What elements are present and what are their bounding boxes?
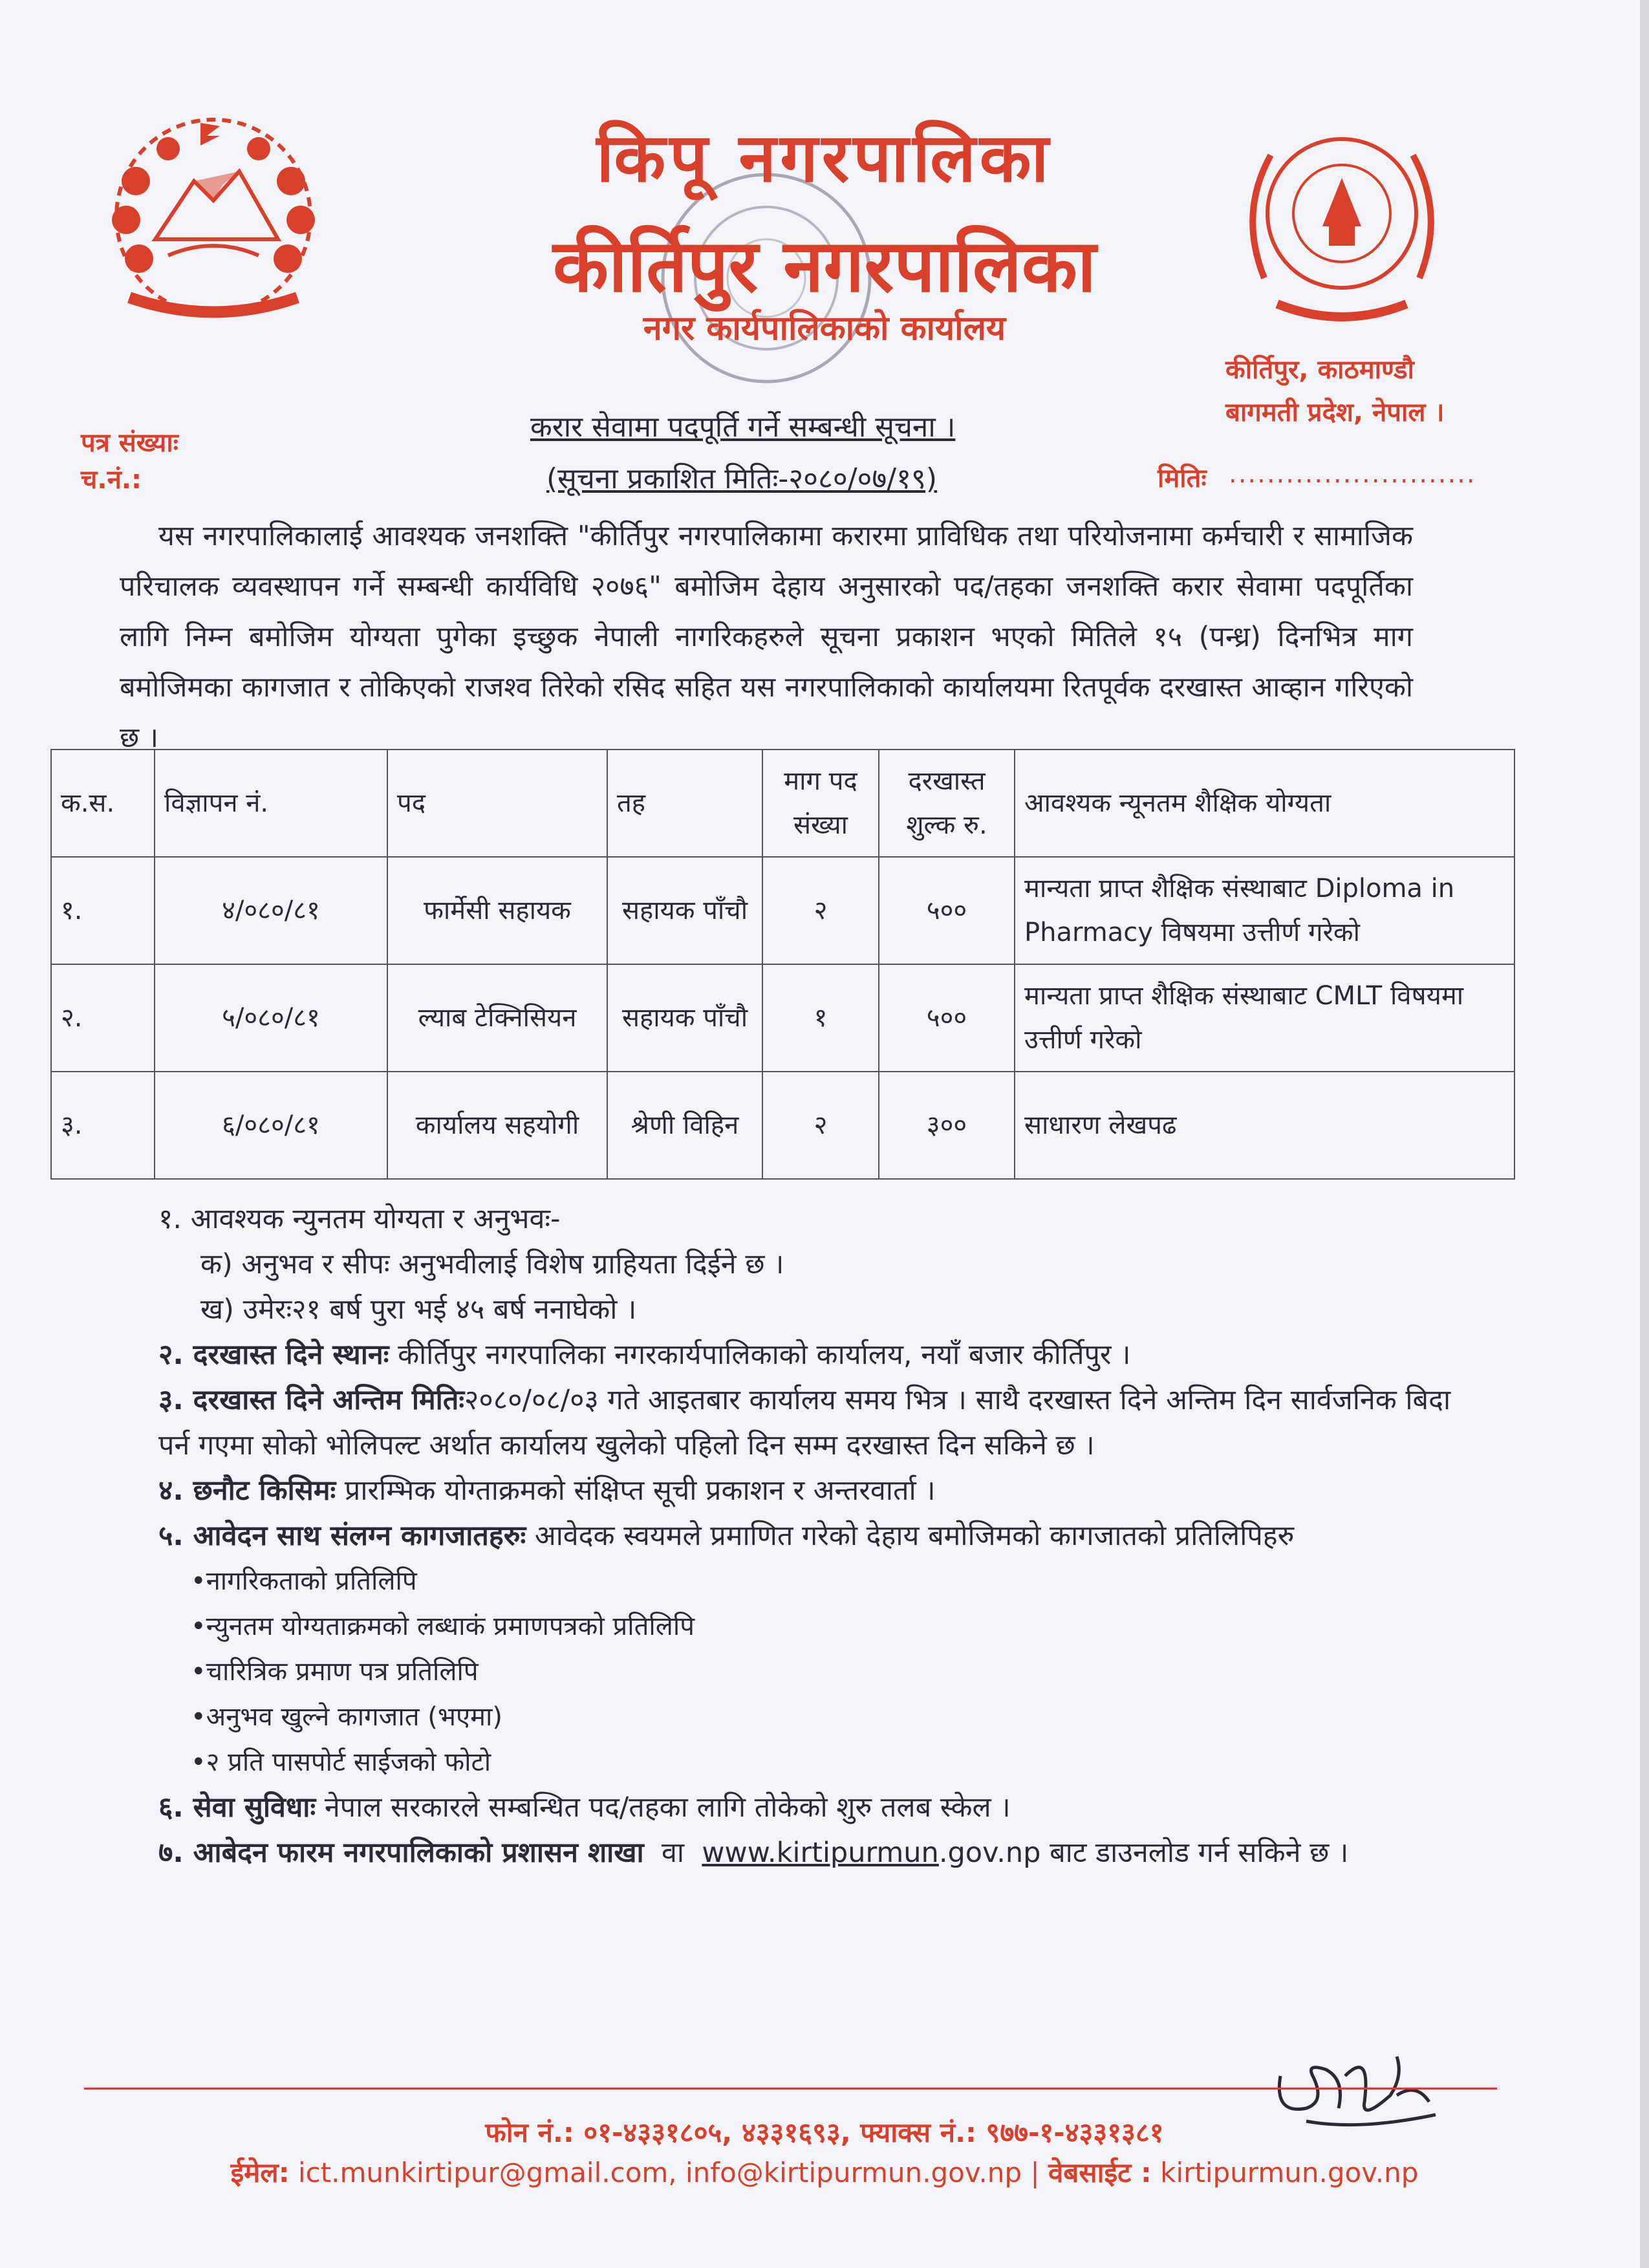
- table-row: [51, 857, 1514, 964]
- vacancy-table: [50, 749, 1515, 1180]
- column-header: क.स.: [51, 750, 155, 857]
- intro-paragraph: यस नगरपालिकालाई आवश्यक जनशक्ति "कीर्तिपुर नगरपालिकामा करारमा प्राविधिक तथा परियोजनामा कर्मचारी र सामाजिक परिचालक व्यवस्थापन गर्ने सम्बन्धी कार्यविधि २०७६" बमोजिम देहाय अनुसारको पद/तहका जनशक्ति करार सेवामा पदपूर्तिका लागि निम्न बमोजिम योग्यता पुगेका इच्छुक नेपाली नागरिकहरुले सूचना प्रकाशन भएको मितिले १५ (पन्ध्र) दिनभित्र माग बमोजिमका कागजात र तोकिएको राजश्व तिरेको रसिद सहित यस नगरपालिकाको कार्यालयमा रितपूर्वक दरखास्त आव्हान गरिएको छ ।: [120, 520, 1413, 754]
- section-6-label: ६. सेवा सुविधाः: [158, 1791, 316, 1824]
- table-cell: ३००: [879, 1072, 1015, 1179]
- table-cell: ३.: [51, 1072, 155, 1179]
- section-1b: [158, 1287, 1465, 1332]
- section-3-text: २०८०/०८/०३ गते आइतबार कार्यालय समय भित्र । साथै दरखास्त दिने अन्तिम दिन सार्वजनिक बिदा पर्न गएमा सोको भोलिपल्ट अर्थात कार्यालय खुलेको पहिलो दिन सम्म दरखास्त दिन सकिने छ ।: [158, 1384, 1451, 1462]
- table-cell: १.: [51, 857, 155, 964]
- table-cell: ६/०८०/८१: [155, 1072, 387, 1179]
- table-cell: ४/०८०/८१: [155, 857, 387, 964]
- column-header: तह: [607, 750, 762, 857]
- column-header: आवश्यक न्यूनतम शैक्षिक योग्यता: [1015, 750, 1514, 857]
- table-row: [51, 1072, 1514, 1179]
- table-header-row: [51, 750, 1514, 857]
- email-label: ईमेल:: [230, 2157, 290, 2188]
- email-text[interactable]: ict.munkirtipur@gmail.com, info@kirtipurmun.gov.np: [297, 2157, 1022, 2188]
- section-1a-label: क) अनुभव र सीपः: [200, 1248, 390, 1280]
- section-4: [158, 1468, 1465, 1513]
- table-cell: श्रेणी विहिन: [607, 1072, 762, 1179]
- section-7: [158, 1830, 1465, 1875]
- table-cell: २: [762, 857, 879, 964]
- list-item: •२ प्रति पासपोर्ट साईजको फोटो: [191, 1747, 491, 1777]
- reference-number-label: पत्र संख्याः: [81, 428, 178, 458]
- table-cell: ५००: [879, 964, 1015, 1072]
- section-7-text: बाट डाउनलोड गर्न सकिने छ ।: [1050, 1837, 1349, 1869]
- column-header: माग पद संख्या: [762, 750, 879, 857]
- section-5: [158, 1513, 1465, 1559]
- column-header: विज्ञापन नं.: [155, 750, 387, 857]
- table-cell: १: [762, 964, 879, 1072]
- date-blank: ..........................: [1229, 459, 1476, 489]
- section-7-or: वा: [661, 1837, 685, 1869]
- footer-contact: [0, 2154, 1649, 2190]
- title-newari: किपू नगरपालिका: [596, 118, 1053, 197]
- section-1b-label: ख) उमेरः: [200, 1293, 292, 1326]
- section-7-label: ७. आबेदन फारम नगरपालिकाको प्रशासन शाखा: [158, 1837, 644, 1869]
- website-label: वेबसाईट :: [1048, 2157, 1152, 2188]
- table-row: [51, 964, 1514, 1072]
- list-item: •नागरिकताको प्रतिलिपि: [191, 1566, 417, 1596]
- section-1-title: १. आवश्यक न्युनतम योग्यता र अनुभवः-: [158, 1203, 561, 1235]
- footer-separator: |: [1030, 2157, 1040, 2188]
- footer-phone: फोन नं.: ०१-४३३१८०५, ४३३१६९३, फ्याक्स नं.: ९७७-१-४३३१३८१: [485, 2117, 1164, 2148]
- table-cell: सहायक पाँचौ: [607, 857, 762, 964]
- table-cell: मान्यता प्राप्त शैक्षिक संस्थाबाट CMLT विषयमा उत्तीर्ण गरेको: [1015, 964, 1514, 1072]
- section-4-text: प्रारम्भिक योग्ताक्रमको संक्षिप्त सूची प्रकाशन र अन्तरवार्ता ।: [344, 1474, 936, 1507]
- list-item: •चारित्रिक प्रमाण पत्र प्रतिलिपि: [191, 1657, 479, 1687]
- table-cell: मान्यता प्राप्त शैक्षिक संस्थाबाट Diploma in Pharmacy विषयमा उत्तीर्ण गरेको: [1015, 857, 1514, 964]
- column-header: पद: [387, 750, 607, 857]
- section-6: [158, 1785, 1465, 1830]
- section-5-label: ५. आवेदन साथ संलग्न कागजातहरुः: [158, 1520, 526, 1552]
- chalani-number-label: च.नं.:: [81, 465, 142, 495]
- table-cell: फार्मेसी सहायक: [387, 857, 607, 964]
- notice-published-date: (सूचना प्रकाशित मितिः-२०८०/०७/१९): [546, 462, 938, 495]
- title-sub: नगर कार्यपालिकाको कार्यालय: [643, 309, 1006, 348]
- website-link[interactable]: www.kirtipurmun: [702, 1837, 939, 1869]
- column-header: दरखास्त शुल्क रु.: [879, 750, 1015, 857]
- section-4-label: ४. छनौट किसिमः: [158, 1474, 336, 1507]
- date-label: मितिः: [1158, 464, 1207, 493]
- section-2-text: कीर्तिपुर नगरपालिका नगरकार्यपालिकाको कार्यालय, नयाँ बजार कीर्तिपुर ।: [398, 1339, 1131, 1371]
- notice-title: करार सेवामा पदपूर्ति गर्ने सम्बन्धी सूचना ।: [530, 411, 956, 444]
- list-item: •न्युनतम योग्यताक्रमको लब्धाकं प्रमाणपत्रको प्रतिलिपि: [191, 1612, 695, 1641]
- website-suffix: .gov.np: [938, 1837, 1041, 1869]
- table-cell: २.: [51, 964, 155, 1072]
- table-cell: २: [762, 1072, 879, 1179]
- title-main: कीर्तिपुर नगरपालिका: [553, 224, 1096, 308]
- section-2: [158, 1332, 1465, 1377]
- table-cell: ५/०८०/८१: [155, 964, 387, 1072]
- notice-sections: [158, 1196, 1465, 1875]
- table-cell: ५००: [879, 857, 1015, 964]
- section-5-text: आवेदक स्वयमले प्रमाणित गरेको देहाय बमोजिमको कागजातको प्रतिलिपिहरु: [534, 1520, 1295, 1552]
- address-line-2: बागमती प्रदेश, नेपाल ।: [1225, 398, 1445, 427]
- section-3-label: ३. दरखास्त दिने अन्तिम मितिः: [158, 1384, 465, 1416]
- address-line-1: कीर्तिपुर, काठमाण्डौ: [1225, 355, 1414, 385]
- section-1a-text: अनुभवीलाई विशेष ग्राहियता दिईने छ ।: [398, 1248, 784, 1280]
- table-cell: कार्यालय सहयोगी: [387, 1072, 607, 1179]
- section-1a: [158, 1242, 1465, 1287]
- table-cell: ल्याब टेक्निसियन: [387, 964, 607, 1072]
- section-6-text: नेपाल सरकारले सम्बन्धित पद/तहका लागि तोकेको शुरु तलब स्केल ।: [324, 1791, 1011, 1824]
- section-3: [158, 1377, 1465, 1468]
- section-2-label: २. दरखास्त दिने स्थानः: [158, 1339, 389, 1371]
- table-cell: सहायक पाँचौ: [607, 964, 762, 1072]
- table-cell: साधारण लेखपढ: [1015, 1072, 1514, 1179]
- footer-divider: [84, 2088, 1497, 2090]
- section-1b-text: २१ बर्ष पुरा भई ४५ बर्ष ननाघेको ।: [292, 1293, 637, 1326]
- list-item: •अनुभव खुल्ने कागजात (भएमा): [191, 1702, 502, 1732]
- footer-website[interactable]: kirtipurmun.gov.np: [1160, 2157, 1419, 2188]
